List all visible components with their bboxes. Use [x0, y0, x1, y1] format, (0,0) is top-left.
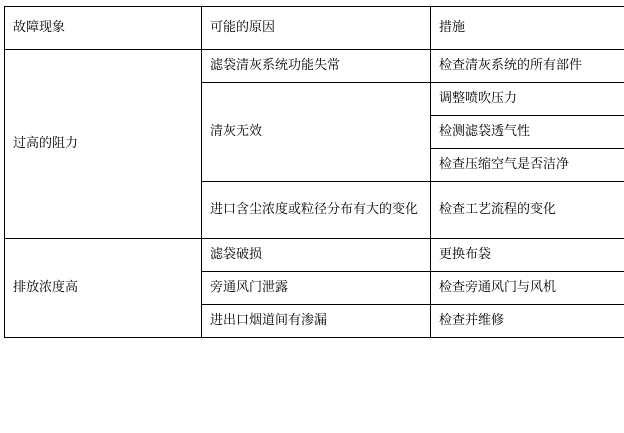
- cell-phenomenon-2: 排放浓度高: [5, 239, 202, 338]
- fault-troubleshooting-table: [4, 6, 624, 338]
- cell-cause-2-1: 滤袋破损: [202, 239, 431, 272]
- cell-measure-1-1-1: 检查清灰系统的所有部件: [431, 50, 624, 83]
- cell-measure-1-3-1: 检查工艺流程的变化: [431, 182, 624, 239]
- cell-measure-2-2-1: 检查旁通风门与风机: [431, 272, 624, 305]
- table-row: [5, 50, 624, 83]
- cell-cause-1-1: 滤袋清灰系统功能失常: [202, 50, 431, 83]
- cell-cause-2-2: 旁通风门泄露: [202, 272, 431, 305]
- cell-measure-2-3-1: 检查并维修: [431, 305, 624, 338]
- cell-cause-1-3: 进口含尘浓度或粒径分布有大的变化: [202, 182, 431, 239]
- table-row: [5, 239, 624, 272]
- cell-measure-1-2-3: 检查压缩空气是否洁净: [431, 149, 624, 182]
- cell-cause-2-3: 进出口烟道间有渗漏: [202, 305, 431, 338]
- cell-measure-2-1-1: 更换布袋: [431, 239, 624, 272]
- cell-phenomenon-1: 过高的阻力: [5, 50, 202, 239]
- cell-measure-1-2-2: 检测滤袋透气性: [431, 116, 624, 149]
- header-cell-cause: 可能的原因: [202, 7, 431, 50]
- table-header-row: [5, 7, 624, 50]
- header-cell-measure: 措施: [431, 7, 624, 50]
- cell-cause-1-2: 清灰无效: [202, 83, 431, 182]
- cell-measure-1-2-1: 调整喷吹压力: [431, 83, 624, 116]
- header-cell-phenomenon: 故障现象: [5, 7, 202, 50]
